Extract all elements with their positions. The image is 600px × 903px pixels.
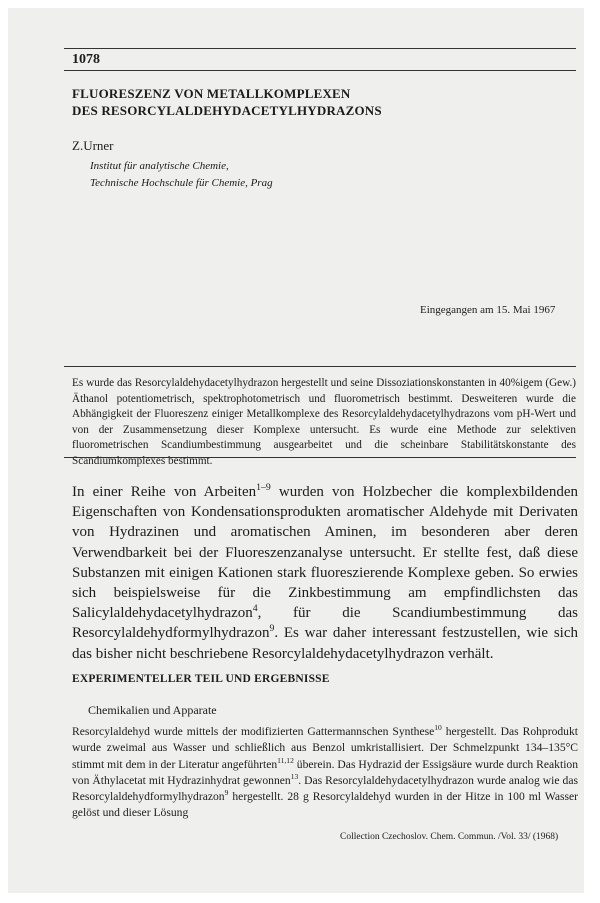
affiliation <box>90 158 273 192</box>
citation: 1–9 <box>256 482 271 493</box>
citation: 9 <box>269 623 275 635</box>
abstract-top-rule <box>64 366 576 367</box>
top-rule <box>64 48 576 49</box>
header-rule <box>64 70 576 71</box>
subsection-heading: Chemikalien und Apparate <box>88 703 217 717</box>
body-paragraph: Resorcylaldehyd wurde mittels der modifizierten Gattermannschen Synthese$^{10}$ hergestellt. Das Rohprodukt wurde zweimal aus Wasser und schließlich aus Benzol umkristallisiert. Der Schmelzpunkt 134–135°C stimmt mit dem in der Literatur angeführten$^{11,12}$ überein. Das Hydrazid der Essigsäure wurde durch Reaktion von Äthylacetat mit Hydrazinhydrat gewonnen$^{13}$. Das Resorcylaldehydacetylhydrazon wurde analog wie das Resorcylaldehydformylhydrazon$^9$ hergestellt. 28 g Resorcylaldehyd wurden in der Hitze in 100 ml Wasser gelöst und dieser Lösung <box>72 723 579 820</box>
abstract: Es wurde das Resorcylaldehydacetylhydrazon hergestellt und seine Dissoziationskonstanten in 40%igem (Gew.) Äthanol potentiometrisch, spektrophotometrisch und fluorometrisch bestimmt. Desweiteren wurde die Abhängigkeit der Fluoreszenz einiger Metallkomplexe des Resorcylaldehydacetylhydrazons vom pH-Wert und von der Zusammensetzung dieser Komplexe untersucht. Es wurde eine Methode zur selektiven fluorometrischen Scandiumbestimmung ausgearbeitet und die scheinbare Stabilitätskonstante des Scandiumkomplexes bestimmt. <box>72 377 576 467</box>
affiliation-line-1: Institut für analytische Chemie, <box>90 160 229 172</box>
received-date: Eingegangen am 15. Mai 1967 <box>420 304 556 316</box>
affiliation-line-2: Technische Hochschule für Chemie, Prag <box>90 177 273 189</box>
citation: 4 <box>252 603 258 615</box>
section-heading: EXPERIMENTELLER TEIL UND ERGEBNISSE <box>72 673 330 685</box>
citation: 13 <box>290 772 299 782</box>
journal-footer: Collection Czechoslov. Chem. Commun. /Vol. 33/ (1968) <box>340 832 559 842</box>
citation: 10 <box>434 723 442 733</box>
title-line-1: FLUORESZENZ VON METALLKOMPLEXEN <box>72 86 351 101</box>
page-number: 1078 <box>72 52 100 67</box>
abstract-bottom-rule <box>64 457 576 458</box>
citation: 9 <box>224 788 229 798</box>
citation: 11,12 <box>277 755 294 765</box>
article-title <box>72 85 382 119</box>
title-line-2: DES RESORCYLALDEHYDACETYLHYDRAZONS <box>72 103 382 118</box>
author: Z.Urner <box>72 138 114 153</box>
introduction-paragraph: In einer Reihe von Arbeiten$^{1-9}$ wurden von Holzbecher die komplexbildenden Eigenschaften von Kondensationsprodukten aromatischer Aldehyde mit Derivaten von Hydrazinen und aromatischen Aminen, im besonderen aber deren Verwendbarkeit bei der Fluoreszenzanalyse untersucht. Er stellte fest, daß diese Substanzen mit einigen Kationen stark fluoreszierende Komplexe geben. So erwies sich beispielsweise für die Zinkbestimmung am empfindlichsten das Salicylaldehydacetylhydrazon$^4$, für die Scandiumbestimmung das Resorcylaldehydformylhydrazon$^9$. Es war daher interessant festzustellen, wie sich das bisher nicht beschriebene Resorcylaldehydacetylhydrazon verhält. <box>72 482 578 662</box>
